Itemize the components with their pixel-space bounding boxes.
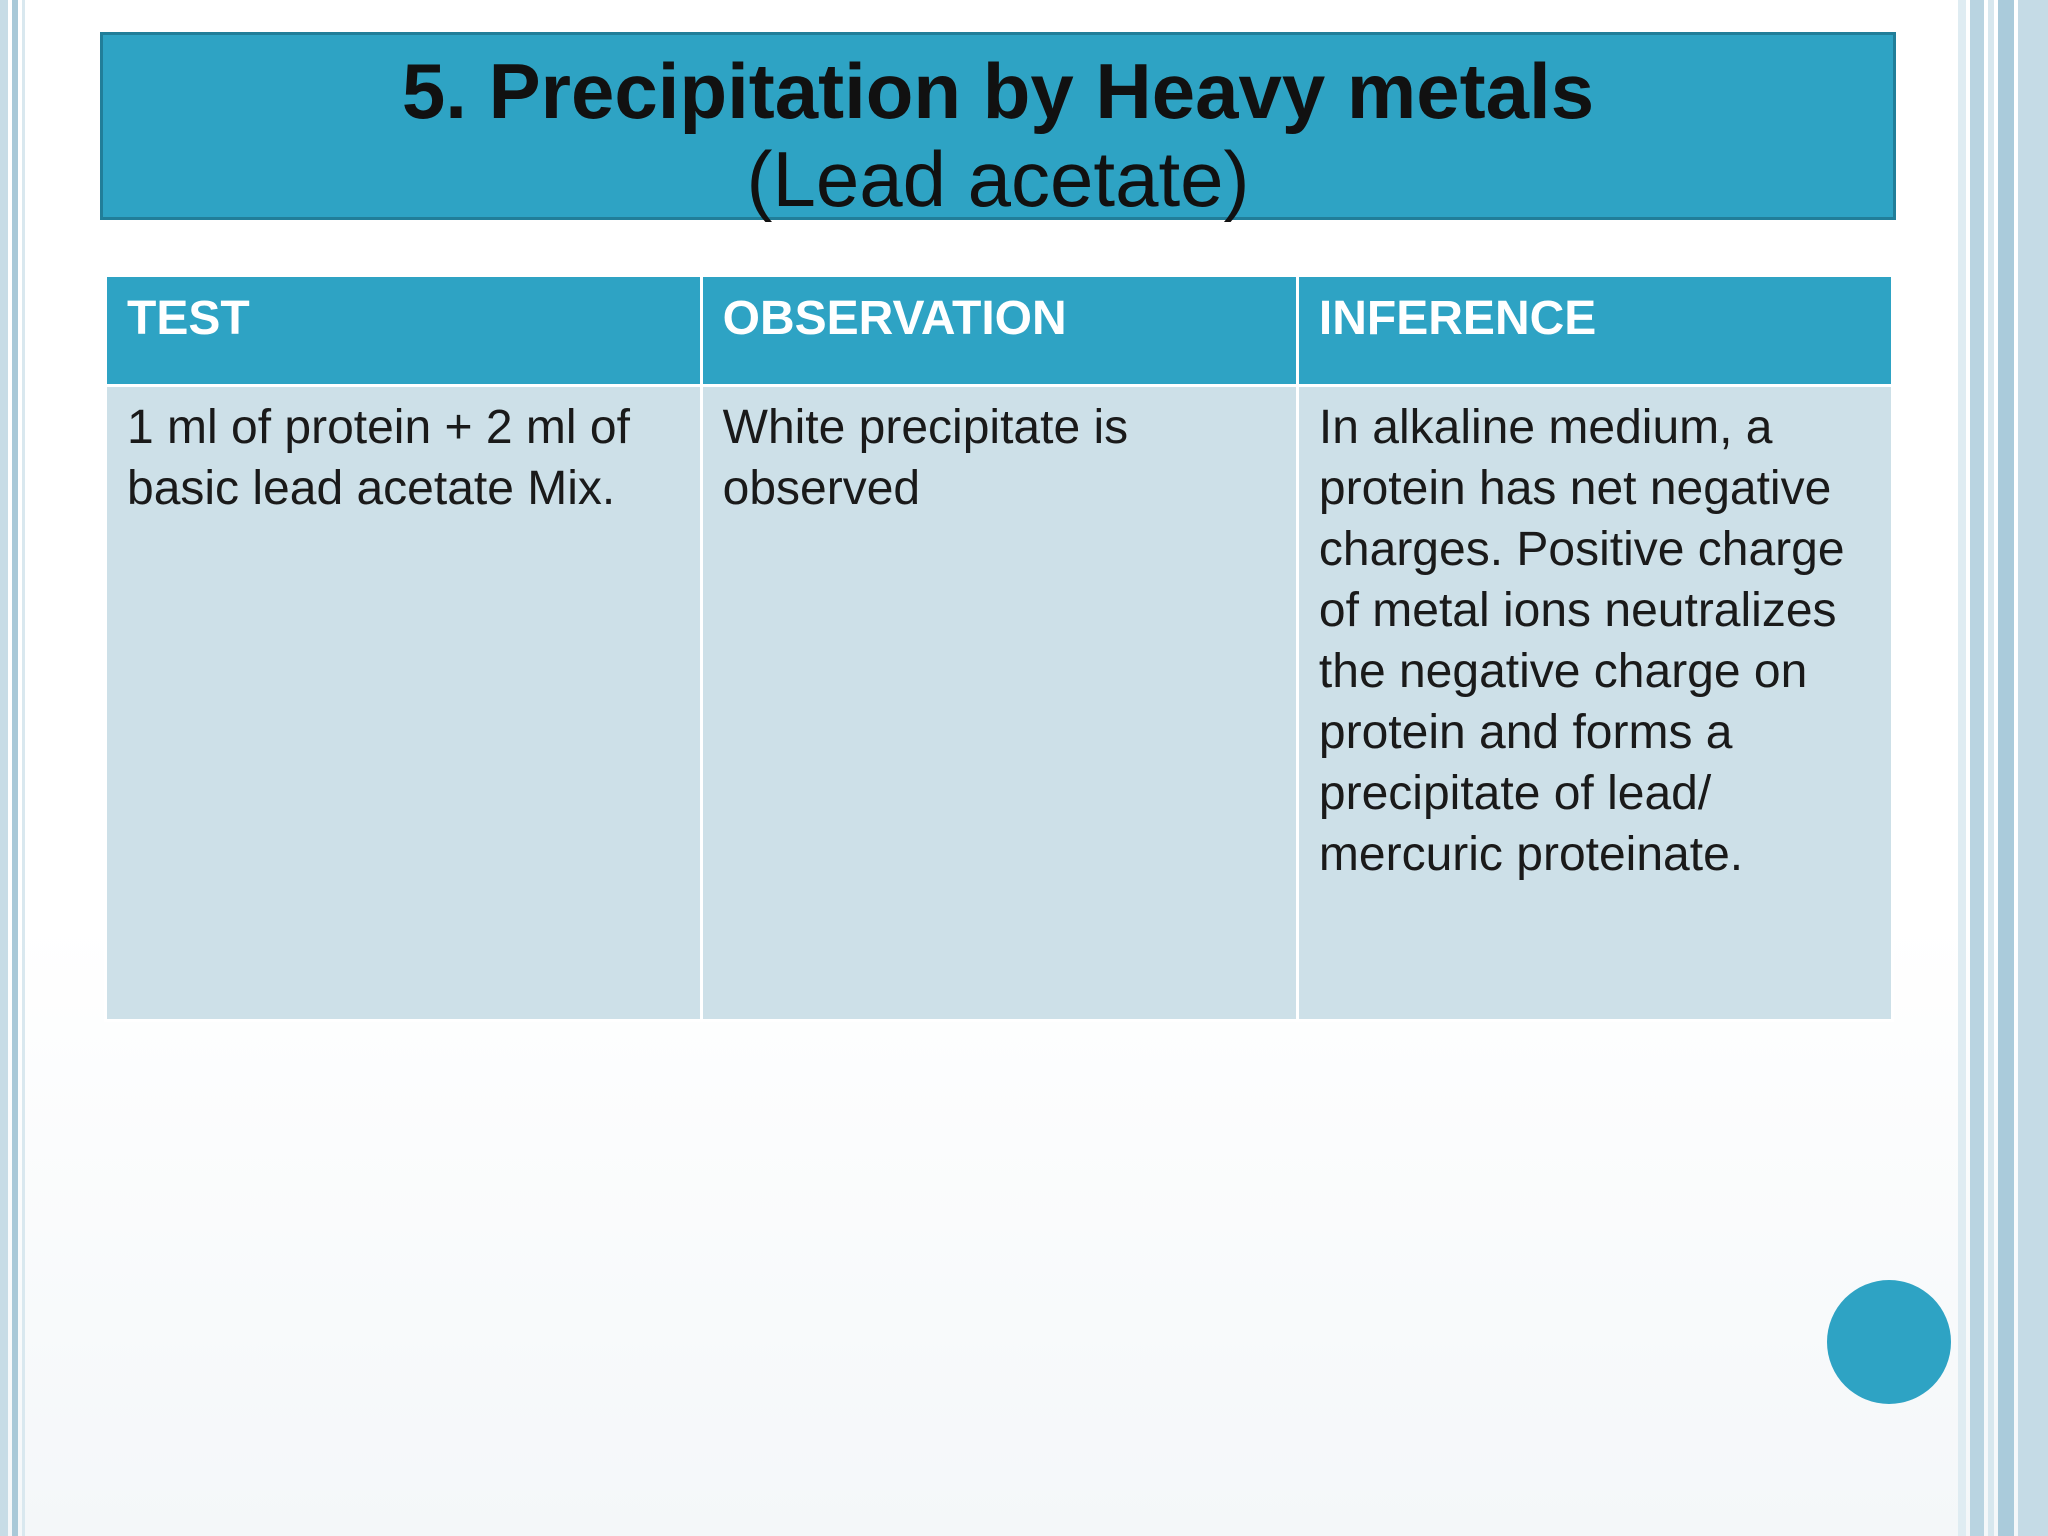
cell-inference: In alkaline medium, a protein has net negative charges. Positive charge of metal ions neutralizes the negative charge on protein and forms a precipitate of lead/ mercuric proteinate. [1297, 386, 1892, 1021]
slide-subtitle: (Lead acetate) [746, 135, 1250, 223]
right-edge-stripe [1988, 0, 1994, 1536]
right-edge-stripe [1970, 0, 1984, 1536]
slide-title: 5. Precipitation by Heavy metals [401, 47, 1595, 135]
right-edge-stripe [1958, 0, 1966, 1536]
header-inference: INFERENCE [1297, 276, 1892, 386]
decorative-circle [1827, 1280, 1951, 1404]
left-edge-stripe [22, 0, 25, 1536]
table-row [106, 386, 1893, 1021]
table-header-row [106, 276, 1893, 386]
cell-observation: White precipitate is observed [701, 386, 1297, 1021]
right-edge-stripe [1998, 0, 2014, 1536]
results-table [104, 274, 1894, 1022]
left-edge-stripe [12, 0, 18, 1536]
header-observation: OBSERVATION [701, 276, 1297, 386]
header-test: TEST [106, 276, 702, 386]
slide-title-box [100, 32, 1896, 223]
cell-test: 1 ml of protein + 2 ml of basic lead acetate Mix. [106, 386, 702, 1021]
right-edge-stripe [2018, 0, 2048, 1536]
left-edge-stripe [0, 0, 8, 1536]
